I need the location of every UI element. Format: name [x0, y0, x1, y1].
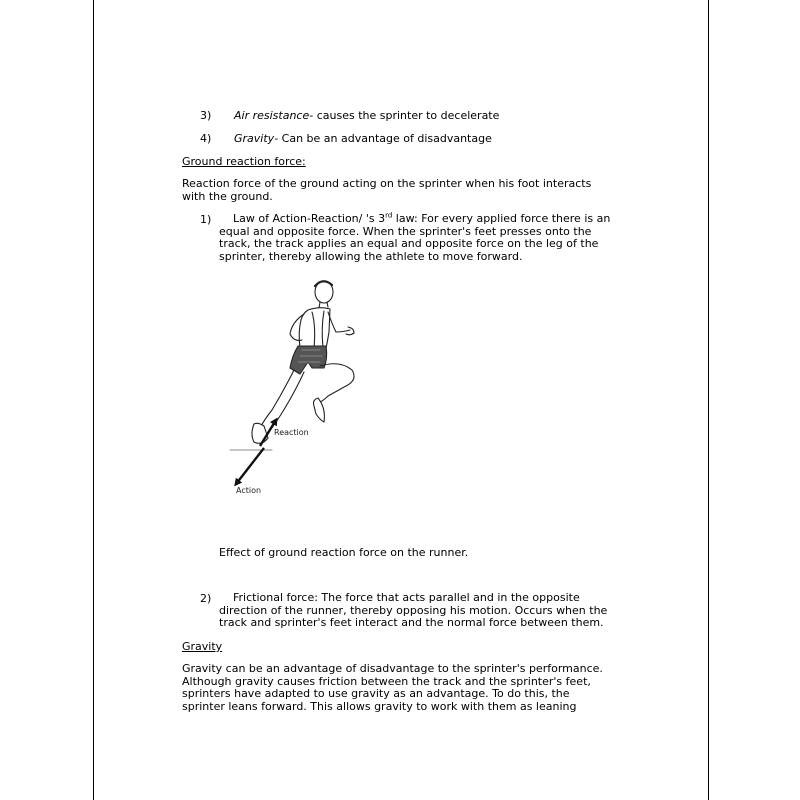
list-item-air-resistance — [234, 109, 499, 122]
text-span: Law of Action-Reaction/ 's 3 — [233, 212, 386, 225]
gravity-description: - Can be an advantage of disadvantage — [274, 132, 492, 145]
list-item-gravity — [234, 132, 492, 145]
text-line: with the ground. — [182, 189, 273, 203]
action-label: Action — [236, 486, 262, 495]
text-line: track and sprinter's feet interact and the normal force between them. — [219, 616, 604, 630]
list-number-1: 1) — [200, 213, 212, 226]
text-line: Gravity can be an advantage of disadvantage to the sprinter's performance. — [182, 662, 603, 675]
text-line: direction of the runner, thereby opposing his motion. Occurs when the — [219, 603, 608, 617]
text-line: sprinter leans forward. This allows gravity to work with them as leaning — [182, 700, 577, 714]
text-line — [219, 213, 610, 226]
term-gravity: Gravity — [234, 132, 275, 145]
heading-gravity: Gravity — [182, 640, 223, 653]
list-number-3: 3) — [200, 109, 212, 122]
text-span: law: For every applied force there is an — [392, 212, 611, 225]
list-item-action-reaction — [219, 213, 610, 264]
text-line: Although gravity causes friction between the track and the sprinter's feet, — [182, 674, 591, 688]
list-number-4: 4) — [200, 132, 212, 145]
text-line: Frictional force: The force that acts parallel and in the opposite — [233, 591, 580, 604]
air-resistance-description: - causes the sprinter to decelerate — [309, 109, 500, 122]
text-line: sprinters have adapted to use gravity as an advantage. To do this, the — [182, 687, 570, 701]
text-line: equal and opposite force. When the sprinter's feet presses onto the — [219, 224, 592, 238]
text-line: track, the track applies an equal and opposite force on the leg of the — [219, 237, 599, 251]
text-line: Reaction force of the ground acting on the sprinter when his foot interacts — [182, 177, 592, 190]
paragraph-gravity — [182, 663, 603, 714]
sprinter-illustration — [228, 276, 368, 500]
sprinter-figure — [228, 276, 368, 500]
paragraph-grf-intro — [182, 178, 591, 203]
figure-caption: Effect of ground reaction force on the runner. — [219, 546, 469, 559]
reaction-label: Reaction — [274, 428, 309, 437]
list-item-frictional-force — [219, 592, 607, 630]
text-line: sprinter, thereby allowing the athlete to move forward. — [219, 250, 523, 264]
term-air-resistance: Air resistance — [234, 109, 310, 122]
list-number-2: 2) — [200, 592, 212, 605]
superscript: rd — [385, 211, 393, 220]
heading-ground-reaction-force: Ground reaction force: — [182, 155, 306, 168]
